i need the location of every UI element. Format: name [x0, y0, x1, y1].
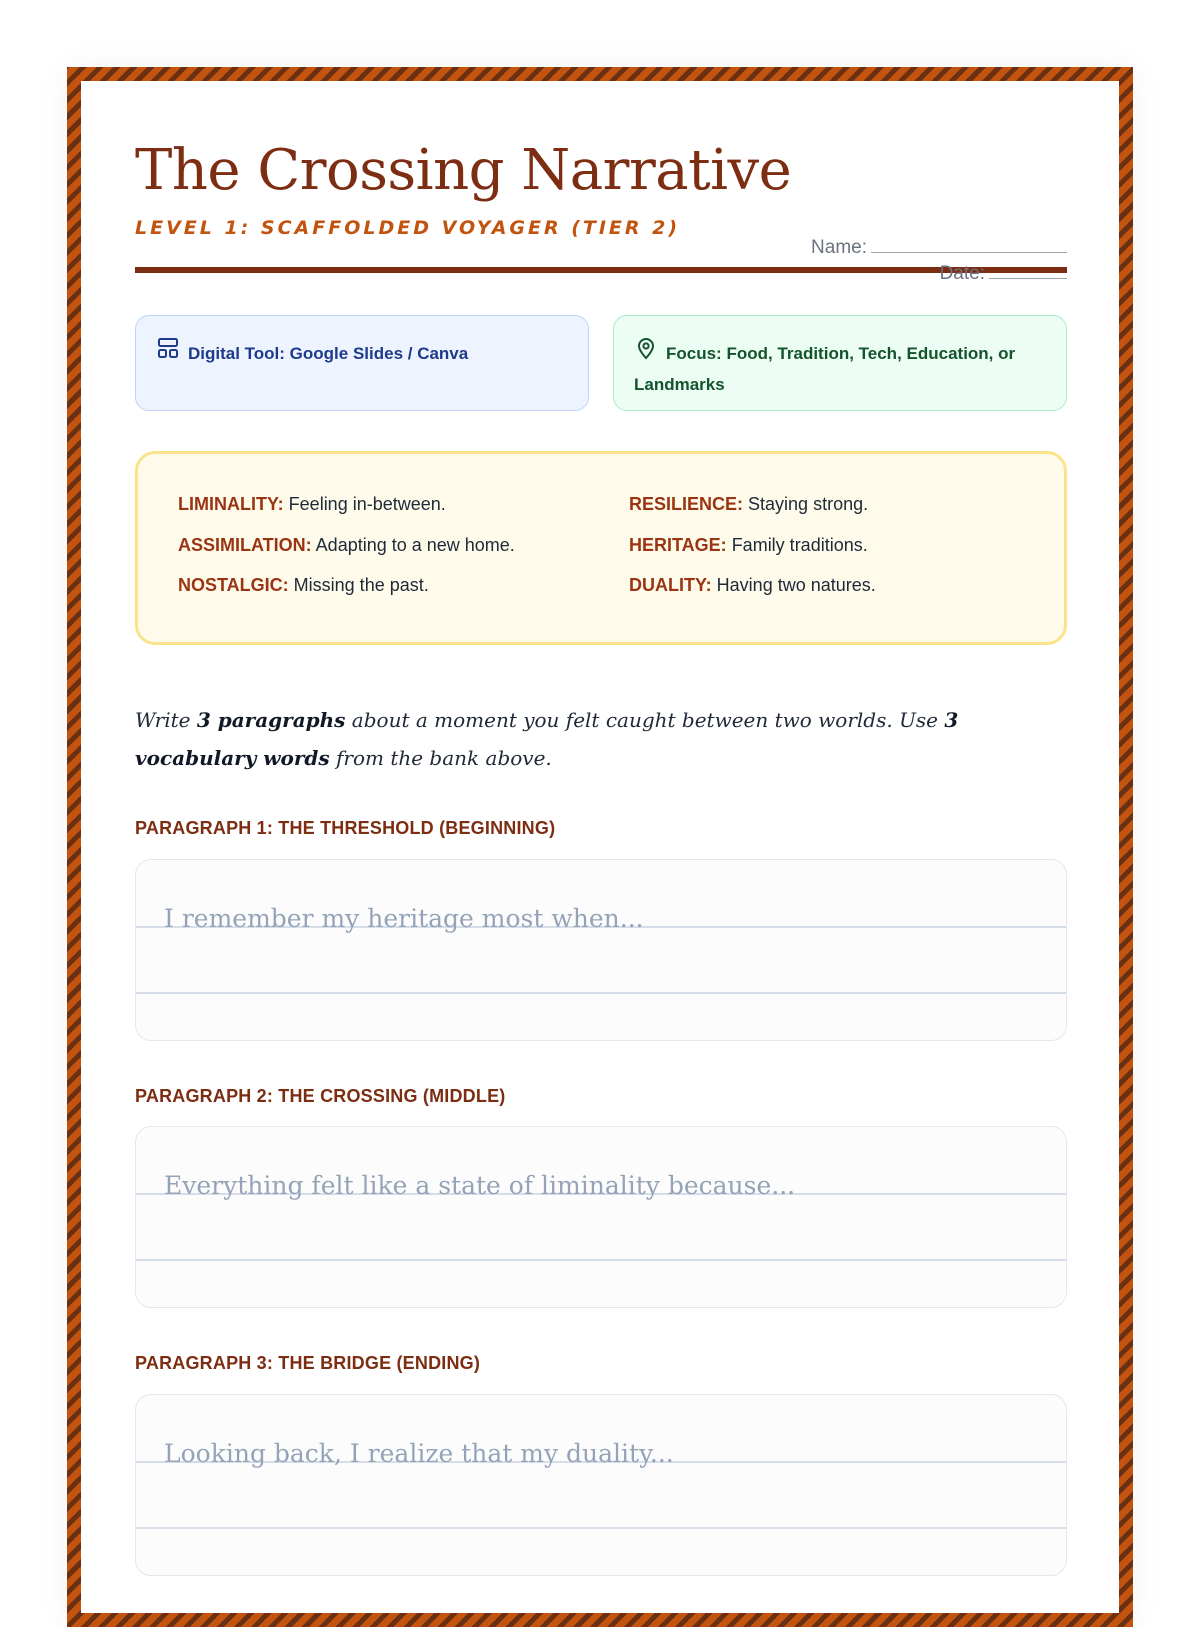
instructions-text: from the bank above.	[329, 746, 552, 770]
vocab-definition: Missing the past.	[293, 575, 429, 595]
instructions-emphasis: 3 paragraphs	[196, 708, 346, 732]
digital-tool-text: Digital Tool: Google Slides / Canva	[188, 343, 469, 363]
vocab-definition: Having two natures.	[716, 575, 876, 595]
paragraph-2-writing-area[interactable]	[135, 1126, 1067, 1308]
vocab-term: HERITAGE:	[629, 535, 727, 555]
paragraph-2-prompt: Everything felt like a state of liminality because...	[164, 1171, 796, 1200]
worksheet-header	[135, 138, 1067, 284]
worksheet-page	[81, 81, 1119, 1613]
info-cards	[135, 315, 1067, 411]
vocab-definition: Staying strong.	[748, 494, 869, 514]
vocab-definition: Adapting to a new home.	[315, 535, 515, 555]
vocab-item	[178, 575, 429, 596]
page-title: The Crossing Narrative	[135, 138, 792, 203]
focus-text: Focus: Food, Tradition, Tech, Education, or Landmarks	[634, 343, 1016, 394]
vocabulary-bank	[135, 451, 1067, 645]
vocab-term: NOSTALGIC:	[178, 575, 289, 595]
vocab-item	[178, 494, 446, 515]
map-pin-icon	[634, 336, 658, 369]
paragraph-1-writing-area[interactable]	[135, 859, 1067, 1041]
vocab-definition: Family traditions.	[731, 535, 868, 555]
instructions-text: about a moment you felt caught between two worlds. Use	[345, 708, 945, 732]
paragraph-2-label: PARAGRAPH 2: THE CROSSING (MIDDLE)	[135, 1086, 506, 1106]
paragraph-1-prompt: I remember my heritage most when...	[164, 904, 644, 933]
writing-line	[136, 1527, 1066, 1529]
vocab-term: RESILIENCE:	[629, 494, 744, 514]
vocab-term: LIMINALITY:	[178, 494, 284, 514]
paragraph-3-prompt: Looking back, I realize that my duality...	[164, 1439, 674, 1468]
paragraph-1-label: PARAGRAPH 1: THE THRESHOLD (BEGINNING)	[135, 818, 556, 838]
page-subtitle: LEVEL 1: SCAFFOLDED VOYAGER (TIER 2)	[135, 217, 681, 239]
name-label: Name:	[811, 237, 867, 258]
date-label: Date:	[939, 263, 985, 284]
name-field[interactable]	[811, 237, 1067, 259]
writing-line	[136, 1259, 1066, 1261]
paragraph-3-label: PARAGRAPH 3: THE BRIDGE (ENDING)	[135, 1353, 481, 1373]
vocab-item	[629, 494, 868, 515]
worksheet-frame	[67, 67, 1133, 1627]
instructions-emphasis: 3 vocabulary words	[135, 708, 959, 770]
focus-card	[613, 315, 1067, 411]
paragraph-3-writing-area[interactable]	[135, 1394, 1067, 1576]
date-line[interactable]	[989, 264, 1067, 279]
date-field[interactable]	[940, 263, 1067, 285]
name-line[interactable]	[871, 238, 1067, 253]
vocab-definition: Feeling in-between.	[288, 494, 446, 514]
vocab-item	[629, 535, 868, 556]
vocab-term: DUALITY:	[629, 575, 712, 595]
layout-icon	[156, 336, 180, 369]
instructions-text: Write	[135, 708, 197, 732]
vocab-item	[178, 535, 515, 556]
vocab-item	[629, 575, 876, 596]
instructions	[135, 701, 1075, 777]
digital-tool-card	[135, 315, 589, 411]
vocab-term: ASSIMILATION:	[178, 535, 312, 555]
writing-line	[136, 992, 1066, 994]
